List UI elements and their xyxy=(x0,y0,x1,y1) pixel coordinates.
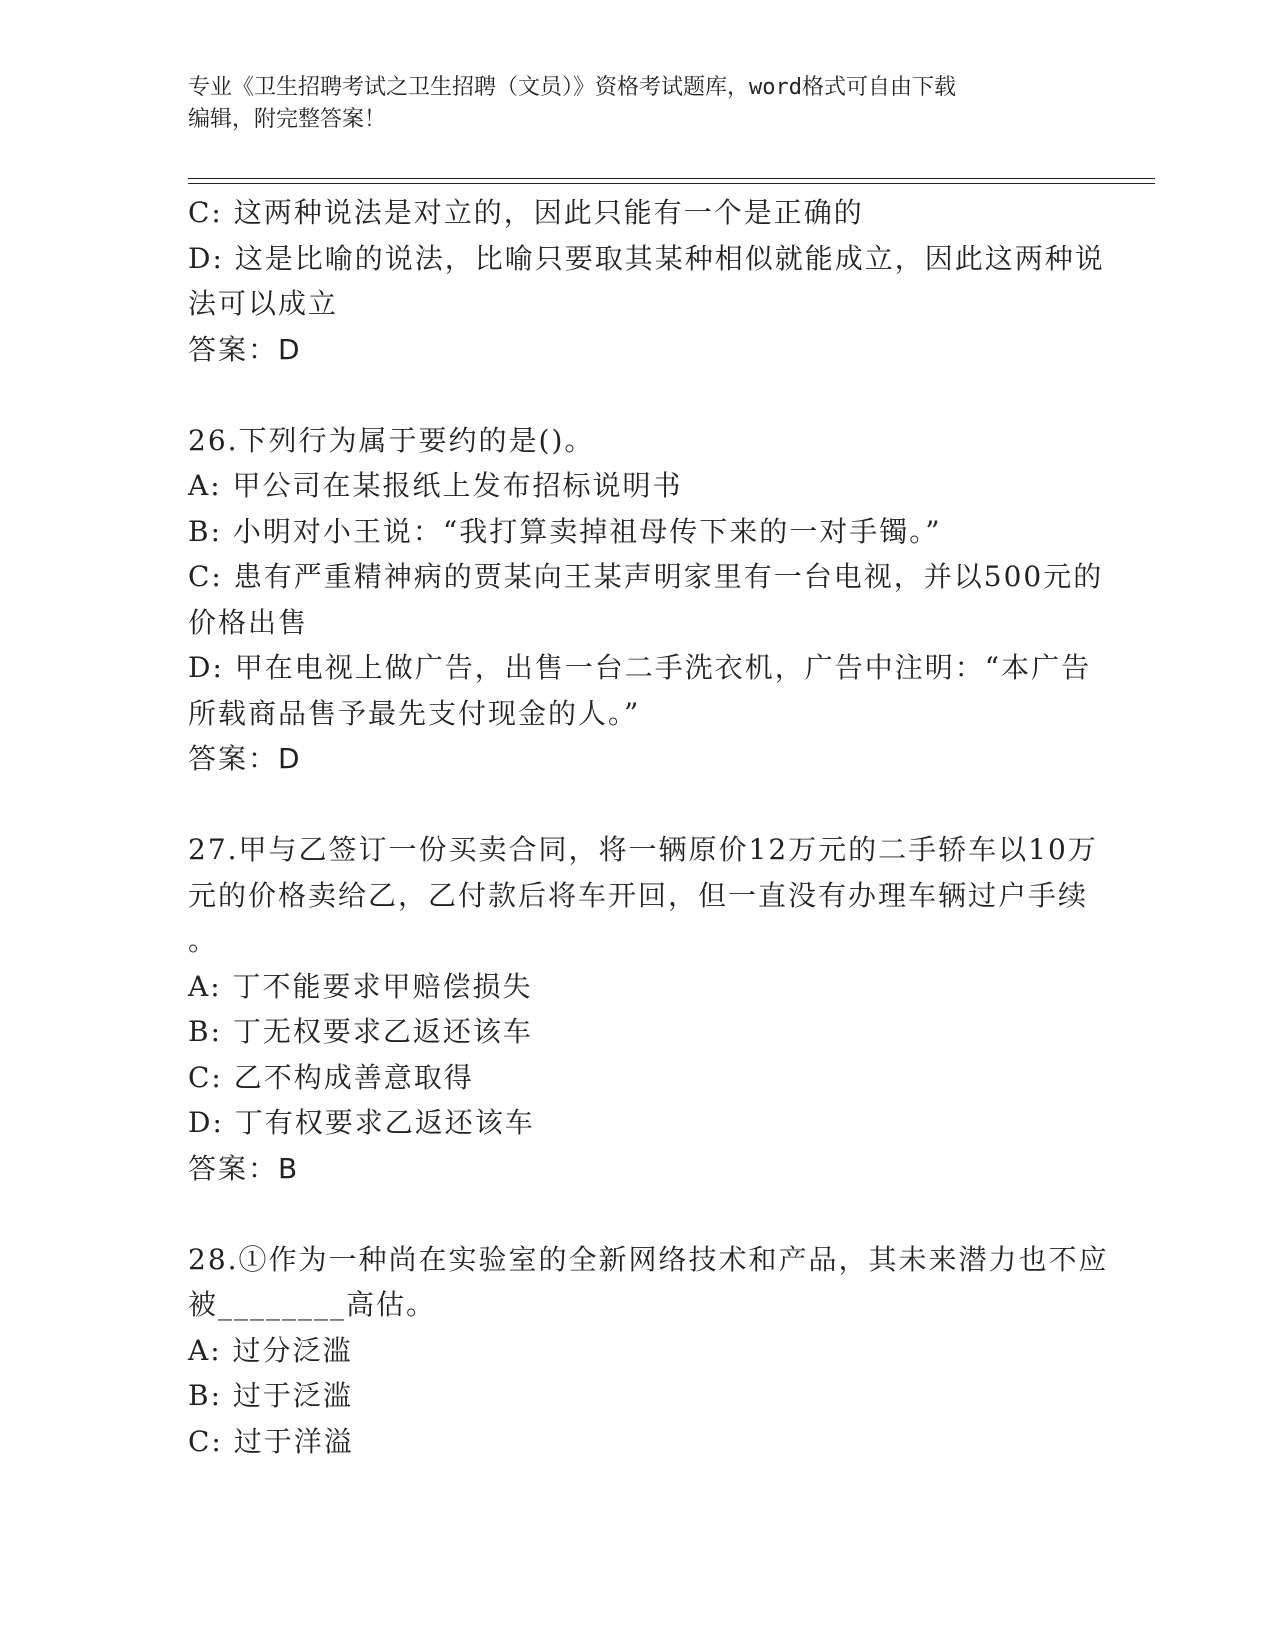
answer: 答案：D xyxy=(188,742,302,775)
header-line-2: 编辑，附完整答案！ xyxy=(188,107,387,132)
question-stem: 26.下列行为属于要约的是()。 xyxy=(188,423,595,457)
option-c-line-2: 价格出售 xyxy=(188,605,309,639)
option-c: C: 过于洋溢 xyxy=(188,1424,354,1458)
header-line-1: 专业《卫生招聘考试之卫生招聘（文员）》资格考试题库，word格式可自由下载 xyxy=(188,75,956,100)
option-a: A: 过分泛滥 xyxy=(188,1333,353,1367)
option-a: A: 丁不能要求甲赔偿损失 xyxy=(188,969,533,1003)
answer: 答案：B xyxy=(188,1151,300,1185)
option-b: B: 过于泛滥 xyxy=(188,1379,353,1412)
header-divider-top xyxy=(188,178,1155,179)
question-stem-line-1: 27.甲与乙签订一份买卖合同，将一辆原价12万元的二手轿车以10万 xyxy=(188,833,1098,866)
option-d-line-1: D: 甲在电视上做广告，出售一台二手洗衣机，广告中注明：“本广告 xyxy=(188,651,1092,684)
question-stem-line-3: 。 xyxy=(188,924,219,957)
option-b: B: 丁无权要求乙返还该车 xyxy=(188,1015,533,1048)
question-27 xyxy=(188,827,1098,1191)
question-stem-line-2: 被________高估。 xyxy=(188,1288,437,1321)
answer: 答案：D xyxy=(188,332,302,366)
option-c-line-1: C: 患有严重精神病的贾某向王某声明家里有一台电视，并以500元的 xyxy=(188,560,1104,593)
question-26 xyxy=(188,418,1104,782)
header-divider-bottom xyxy=(188,183,1155,184)
spacer xyxy=(188,782,1068,828)
option-d: D: 丁有权要求乙返还该车 xyxy=(188,1106,535,1139)
question-content xyxy=(188,190,1109,1464)
option-d-line-2: 所载商品售予最先支付现金的人。” xyxy=(188,696,641,730)
option-d-line-1: D: 这是比喻的说法，比喻只要取其某种相似就能成立，因此这两种说 xyxy=(188,241,1105,275)
question-stem-line-1: 28.①作为一种尚在实验室的全新网络技术和产品，其未来潜力也不应 xyxy=(188,1242,1109,1276)
question-28 xyxy=(188,1237,1109,1465)
option-c: C: 这两种说法是对立的，因此只能有一个是正确的 xyxy=(188,196,864,229)
question-25-continued xyxy=(188,190,1105,372)
option-a: A: 甲公司在某报纸上发布招标说明书 xyxy=(188,469,683,502)
page-header xyxy=(188,72,1088,136)
option-c: C: 乙不构成善意取得 xyxy=(188,1060,474,1094)
question-stem-line-2: 元的价格卖给乙，乙付款后将车开回，但一直没有办理车辆过户手续 xyxy=(188,878,1089,912)
option-d-line-2: 法可以成立 xyxy=(188,287,339,320)
spacer xyxy=(188,1191,1068,1237)
option-b: B: 小明对小王说：“我打算卖掉祖母传下来的一对手镯。” xyxy=(188,514,942,548)
spacer xyxy=(188,372,1068,418)
